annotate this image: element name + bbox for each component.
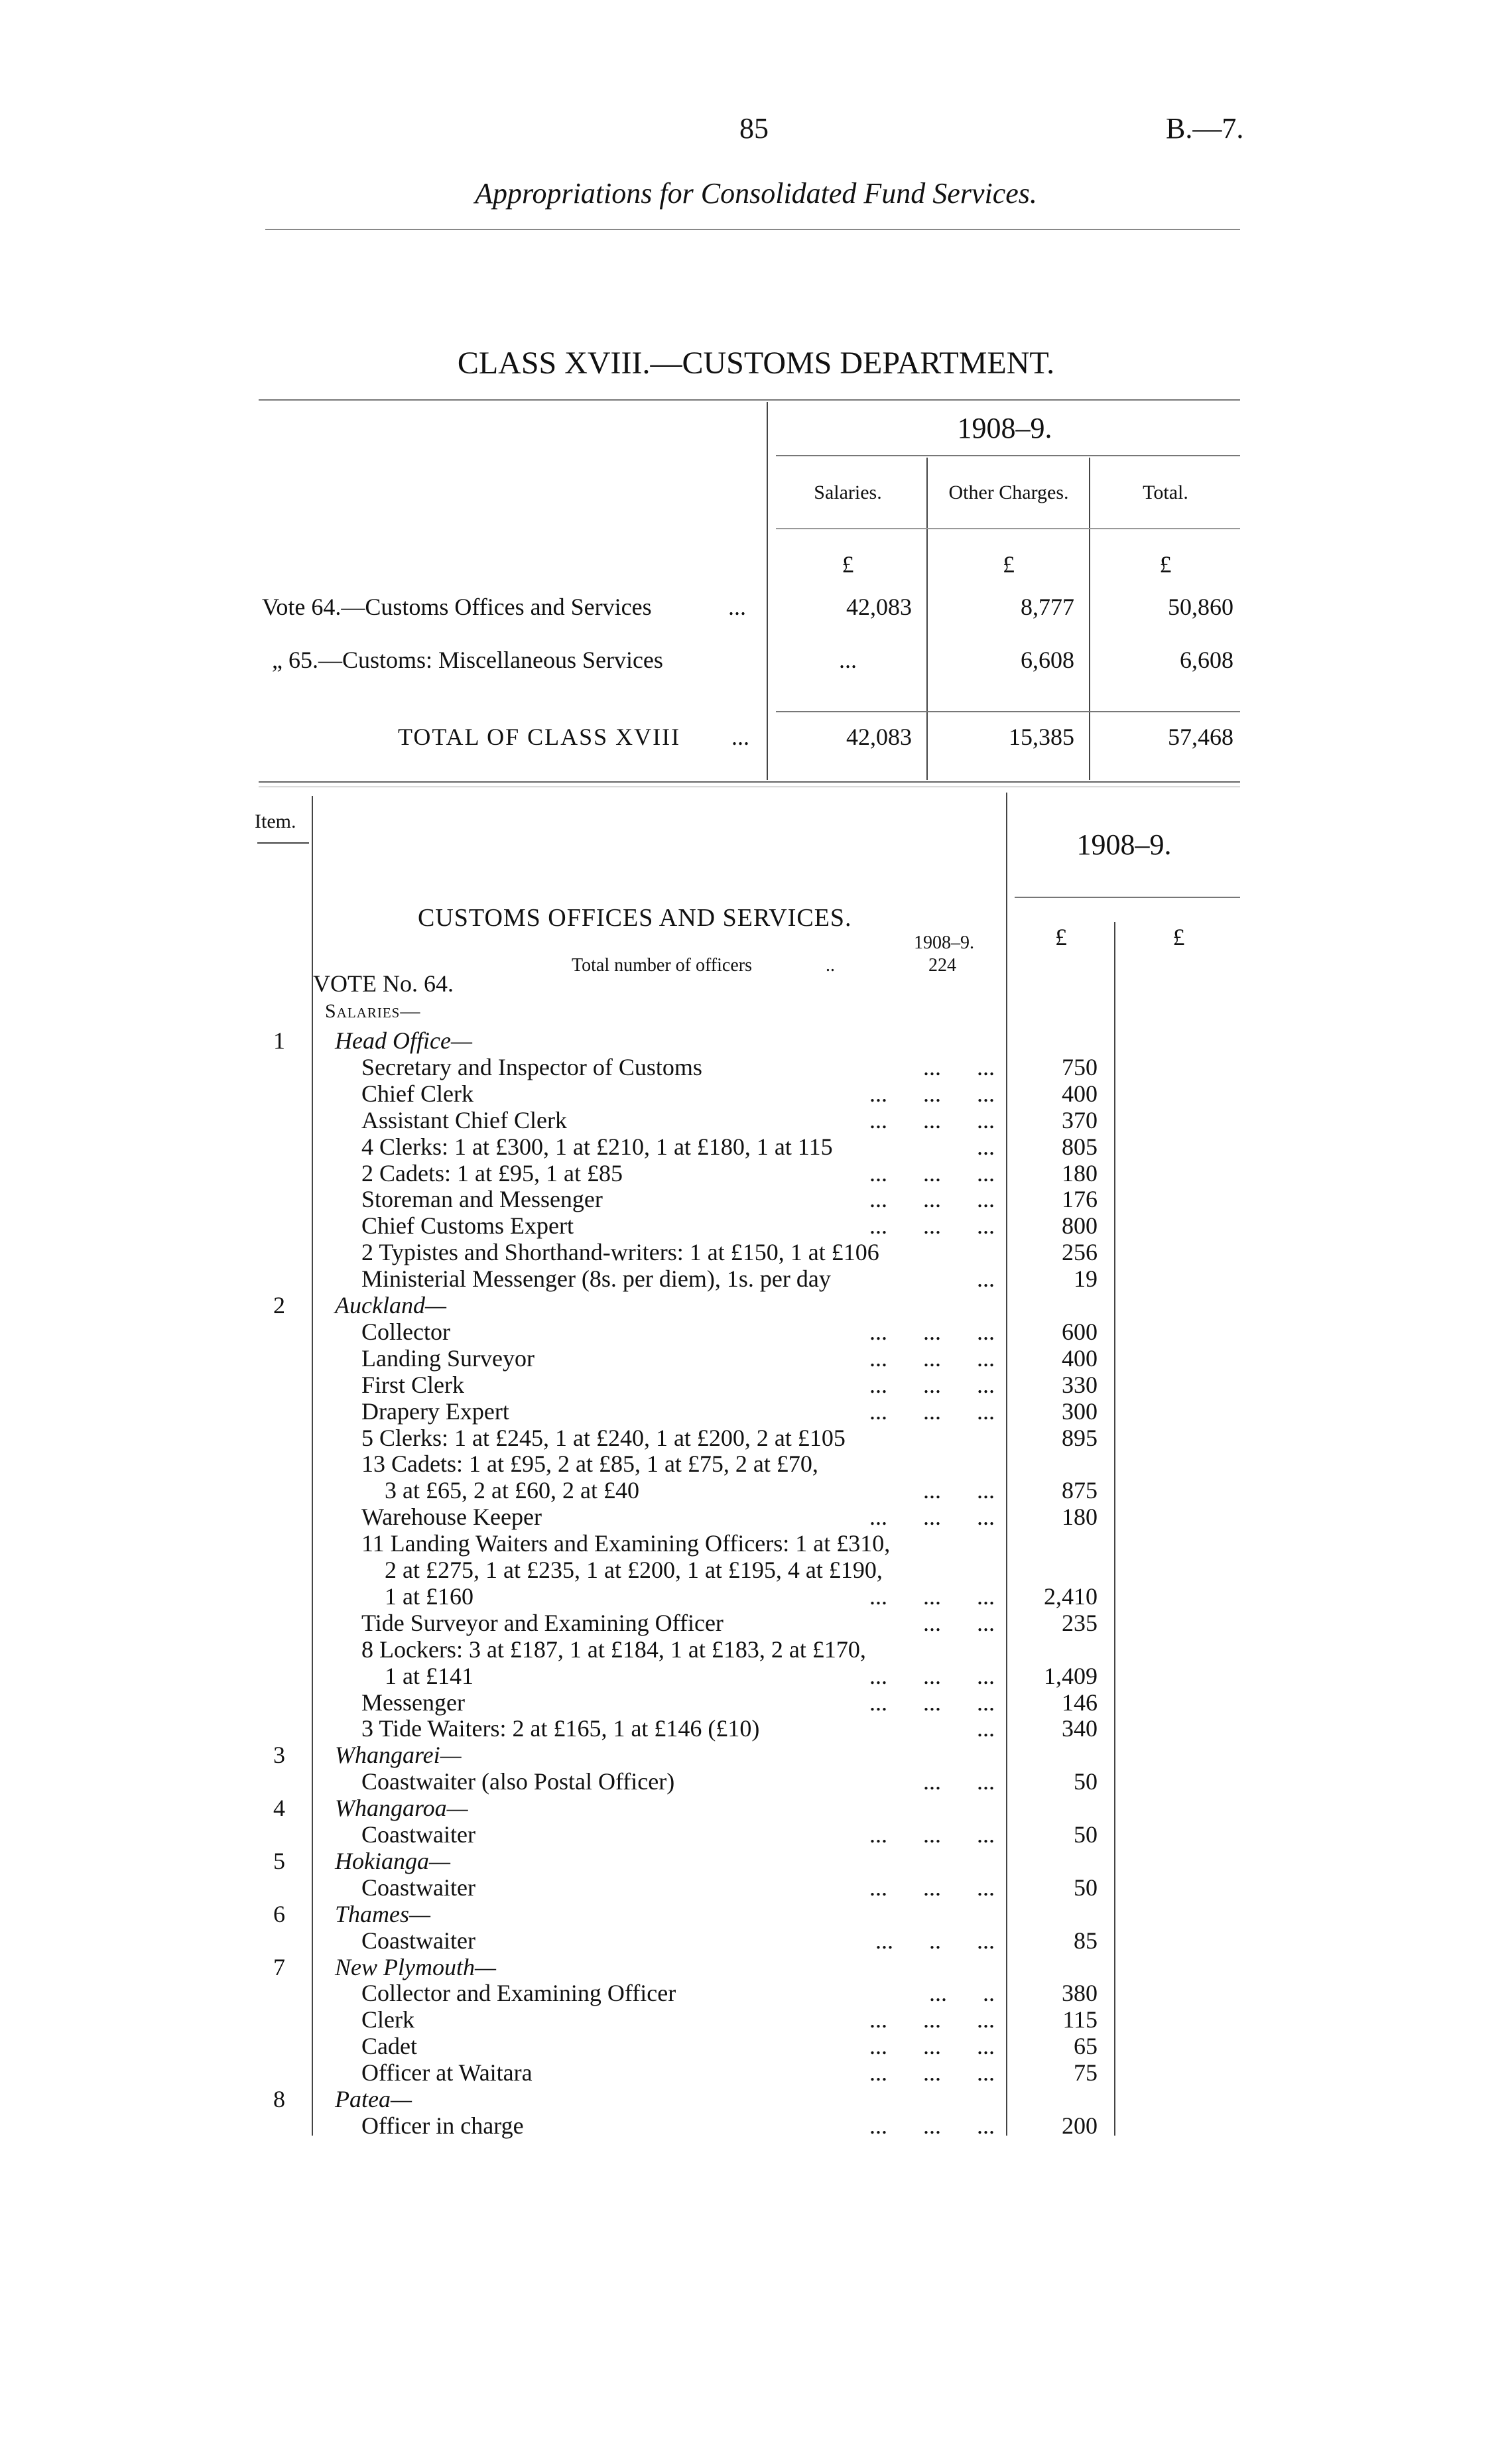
dot-leader: ... ... ... (869, 1345, 995, 1372)
line-text: Storeman and Messenger (361, 1186, 603, 1212)
line-text: Collector (361, 1318, 450, 1345)
item-number: 7 (273, 1954, 285, 1980)
line-amount: 600 (1062, 1318, 1098, 1345)
line-amount: 180 (1062, 1160, 1098, 1187)
line-text: Secretary and Inspector of Customs (361, 1054, 702, 1080)
dot-leader: ... ... (923, 1610, 995, 1636)
line-text: Warehouse Keeper (361, 1504, 542, 1530)
dot-leader: ... ... (923, 1054, 995, 1080)
currency-other: £ (1003, 551, 1015, 578)
line-text: 1 at £160 (385, 1583, 473, 1610)
line-text: 4 Clerks: 1 at £300, 1 at £210, 1 at £180, 1 at 115 (361, 1133, 833, 1160)
line-text: Landing Surveyor (361, 1345, 535, 1372)
detail-year-rule (1015, 897, 1240, 898)
total-row-other: 15,385 (1009, 724, 1074, 750)
line-text: 1 at £141 (385, 1663, 473, 1689)
amount-column-divider-2 (1114, 922, 1115, 2136)
line-text: Coastwaiter (361, 1927, 475, 1954)
line-text: Clerk (361, 2006, 414, 2033)
officers-leader: .. (826, 955, 835, 976)
line-amount: 50 (1074, 1874, 1098, 1901)
detail-year: 1908–9. (1076, 828, 1172, 861)
section-title: CUSTOMS OFFICES AND SERVICES. (418, 904, 852, 932)
line-amount: 340 (1062, 1715, 1098, 1742)
line-amount: 115 (1062, 2006, 1098, 2033)
summary-row-salaries: 42,083 (846, 594, 912, 620)
summary-total-rule (776, 711, 1240, 712)
currency-salaries: £ (842, 551, 854, 578)
summary-row-label: Vote 64.—Customs Offices and Services (262, 594, 652, 620)
location-heading: Thames— (335, 1901, 431, 1927)
line-text: 11 Landing Waiters and Examining Officers: 1 at £310, (361, 1530, 891, 1557)
officers-year: 1908–9. (914, 933, 974, 953)
location-heading: Hokianga— (335, 1848, 450, 1874)
line-text: Officer at Waitara (361, 2059, 533, 2086)
line-text: 8 Lockers: 3 at £187, 1 at £184, 1 at £183, 2 at £170, (361, 1636, 866, 1663)
line-amount: 2,410 (1044, 1583, 1098, 1610)
dot-leader: ... ... ... (869, 1398, 995, 1425)
line-amount: 400 (1062, 1080, 1098, 1107)
line-text: Coastwaiter (also Postal Officer) (361, 1768, 675, 1795)
location-heading: Head Office— (335, 1027, 472, 1054)
line-amount: 875 (1062, 1477, 1098, 1504)
item-number: 6 (273, 1901, 285, 1927)
dot-leader: ... ... ... (869, 2112, 995, 2139)
line-text: Officer in charge (361, 2112, 524, 2139)
dot-leader: ... ... ... (869, 1160, 995, 1187)
dot-leader: ... ... ... (869, 1821, 995, 1848)
line-amount: 800 (1062, 1212, 1098, 1239)
line-amount: 235 (1062, 1610, 1098, 1636)
summary-year: 1908–9. (957, 412, 1052, 444)
dot-leader: ... ... ... (869, 1874, 995, 1901)
location-heading: Whangaroa— (335, 1795, 468, 1821)
line-amount: 50 (1074, 1768, 1098, 1795)
line-text: First Clerk (361, 1372, 465, 1398)
line-amount: 750 (1062, 1054, 1098, 1080)
line-text: Messenger (361, 1689, 465, 1716)
line-text: Coastwaiter (361, 1874, 475, 1901)
document-reference: B.—7. (1166, 112, 1244, 145)
dot-leader: ... (977, 1265, 995, 1292)
dot-leader: ... ... ... (869, 2059, 995, 2086)
dot-leader: ... .. (929, 1980, 995, 2006)
line-amount: 19 (1074, 1265, 1098, 1292)
summary-bottom-rule (259, 781, 1240, 783)
line-amount: 50 (1074, 1821, 1098, 1848)
total-row-salaries: 42,083 (846, 724, 912, 750)
line-amount: 370 (1062, 1107, 1098, 1133)
line-text: Drapery Expert (361, 1398, 509, 1425)
line-amount: 176 (1062, 1186, 1098, 1212)
line-text: Cadet (361, 2033, 417, 2059)
summary-header-rule (776, 528, 1240, 529)
line-text: Tide Surveyor and Examining Officer (361, 1610, 724, 1636)
summary-row-leader: ... (728, 594, 746, 620)
dot-leader: ... ... ... (869, 1663, 995, 1689)
dot-leader: ... ... ... (869, 1372, 995, 1398)
summary-year-rule (776, 455, 1240, 456)
summary-top-rule (259, 399, 1240, 401)
line-text: 5 Clerks: 1 at £245, 1 at £240, 1 at £200, 2 at £105 (361, 1425, 846, 1451)
summary-col-divider-2 (926, 458, 928, 780)
salaries-label: Salaries— (325, 1000, 421, 1022)
summary-row-other: 8,777 (1021, 594, 1074, 620)
vote-label: VOTE No. 64. (313, 970, 454, 997)
line-amount: 895 (1062, 1425, 1098, 1451)
dot-leader: ... ... ... (869, 1107, 995, 1133)
line-amount: 330 (1062, 1372, 1098, 1398)
line-text: 3 at £65, 2 at £60, 2 at £40 (385, 1477, 639, 1504)
officers-label: Total number of officers (572, 955, 752, 976)
line-amount: 300 (1062, 1398, 1098, 1425)
location-heading: New Plymouth— (335, 1954, 496, 1980)
dot-leader: ... ... (923, 1477, 995, 1504)
dot-leader: ... ... ... (869, 1583, 995, 1610)
dot-leader: ... ... ... (869, 1186, 995, 1212)
item-header-rule (257, 842, 309, 844)
summary-col-divider-1 (767, 402, 768, 780)
dot-leader: ... ... ... (869, 2033, 995, 2059)
line-text: Assistant Chief Clerk (361, 1107, 567, 1133)
line-amount: 146 (1062, 1689, 1098, 1716)
dot-leader: ... ... ... (869, 1080, 995, 1107)
line-amount: 180 (1062, 1504, 1098, 1530)
total-row-leader: ... (731, 724, 749, 750)
line-amount: 65 (1074, 2033, 1098, 2059)
line-text: 2 at £275, 1 at £235, 1 at £200, 1 at £195, 4 at £190, (385, 1557, 883, 1583)
line-amount: 380 (1062, 1980, 1098, 2006)
summary-row-other: 6,608 (1021, 647, 1074, 673)
item-column-header: Item. (255, 810, 296, 832)
line-text: Chief Clerk (361, 1080, 473, 1107)
dot-leader: ... .. ... (875, 1927, 995, 1954)
line-text: 2 Typistes and Shorthand-writers: 1 at £150, 1 at £106 (361, 1239, 879, 1265)
dot-leader: ... (977, 1715, 995, 1742)
item-number: 3 (273, 1742, 285, 1768)
amount-column-divider-1 (1006, 793, 1007, 2136)
line-amount: 256 (1062, 1239, 1098, 1265)
class-title: CLASS XVIII.—CUSTOMS DEPARTMENT. (457, 346, 1055, 381)
location-heading: Auckland— (335, 1292, 446, 1318)
dot-leader: ... ... (923, 1768, 995, 1795)
line-text: 2 Cadets: 1 at £95, 1 at £85 (361, 1160, 623, 1187)
header-rule (265, 229, 1240, 230)
location-heading: Patea— (335, 2086, 412, 2112)
currency-total: £ (1159, 551, 1172, 578)
dot-leader: ... ... ... (869, 1689, 995, 1716)
detail-currency-1: £ (1055, 924, 1067, 950)
line-text: Coastwaiter (361, 1821, 475, 1848)
total-row-total: 57,468 (1168, 724, 1233, 750)
summary-row-total: 50,860 (1168, 594, 1233, 620)
dot-leader: ... ... ... (869, 1318, 995, 1345)
page-subtitle: Appropriations for Consolidated Fund Services. (475, 177, 1037, 210)
header-salaries: Salaries. (814, 482, 882, 503)
line-text: Ministerial Messenger (8s. per diem), 1s. per day (361, 1265, 831, 1292)
line-text: 13 Cadets: 1 at £95, 2 at £85, 1 at £75, 2 at £70, (361, 1450, 818, 1477)
item-number: 5 (273, 1848, 285, 1874)
officers-count: 224 (928, 955, 956, 976)
header-total: Total. (1143, 482, 1188, 503)
line-amount: 200 (1062, 2112, 1098, 2139)
summary-row-total: 6,608 (1180, 647, 1233, 673)
total-row-label: TOTAL OF CLASS XVIII (398, 724, 681, 750)
detail-currency-2: £ (1172, 924, 1185, 950)
summary-col-divider-3 (1089, 458, 1090, 780)
item-number: 4 (273, 1795, 285, 1821)
page-number: 85 (739, 112, 769, 145)
line-text: Collector and Examining Officer (361, 1980, 676, 2006)
item-number: 1 (273, 1027, 285, 1054)
item-number: 8 (273, 2086, 285, 2112)
summary-row-label: „ 65.—Customs: Miscellaneous Services (272, 647, 663, 673)
dot-leader: ... ... ... (869, 2006, 995, 2033)
line-amount: 400 (1062, 1345, 1098, 1372)
item-number: 2 (273, 1292, 285, 1318)
line-text: 3 Tide Waiters: 2 at £165, 1 at £146 (£10) (361, 1715, 760, 1742)
dot-leader: ... ... ... (869, 1212, 995, 1239)
line-amount: 85 (1074, 1927, 1098, 1954)
dot-leader: ... ... ... (869, 1504, 995, 1530)
location-heading: Whangarei— (335, 1742, 462, 1768)
line-amount: 75 (1074, 2059, 1098, 2086)
header-other-charges: Other Charges. (948, 482, 1069, 503)
dot-leader: ... (977, 1133, 995, 1160)
line-amount: 1,409 (1044, 1663, 1098, 1689)
summary-row-salaries: ... (839, 647, 857, 673)
line-text: Chief Customs Expert (361, 1212, 574, 1239)
line-amount: 805 (1062, 1133, 1098, 1160)
